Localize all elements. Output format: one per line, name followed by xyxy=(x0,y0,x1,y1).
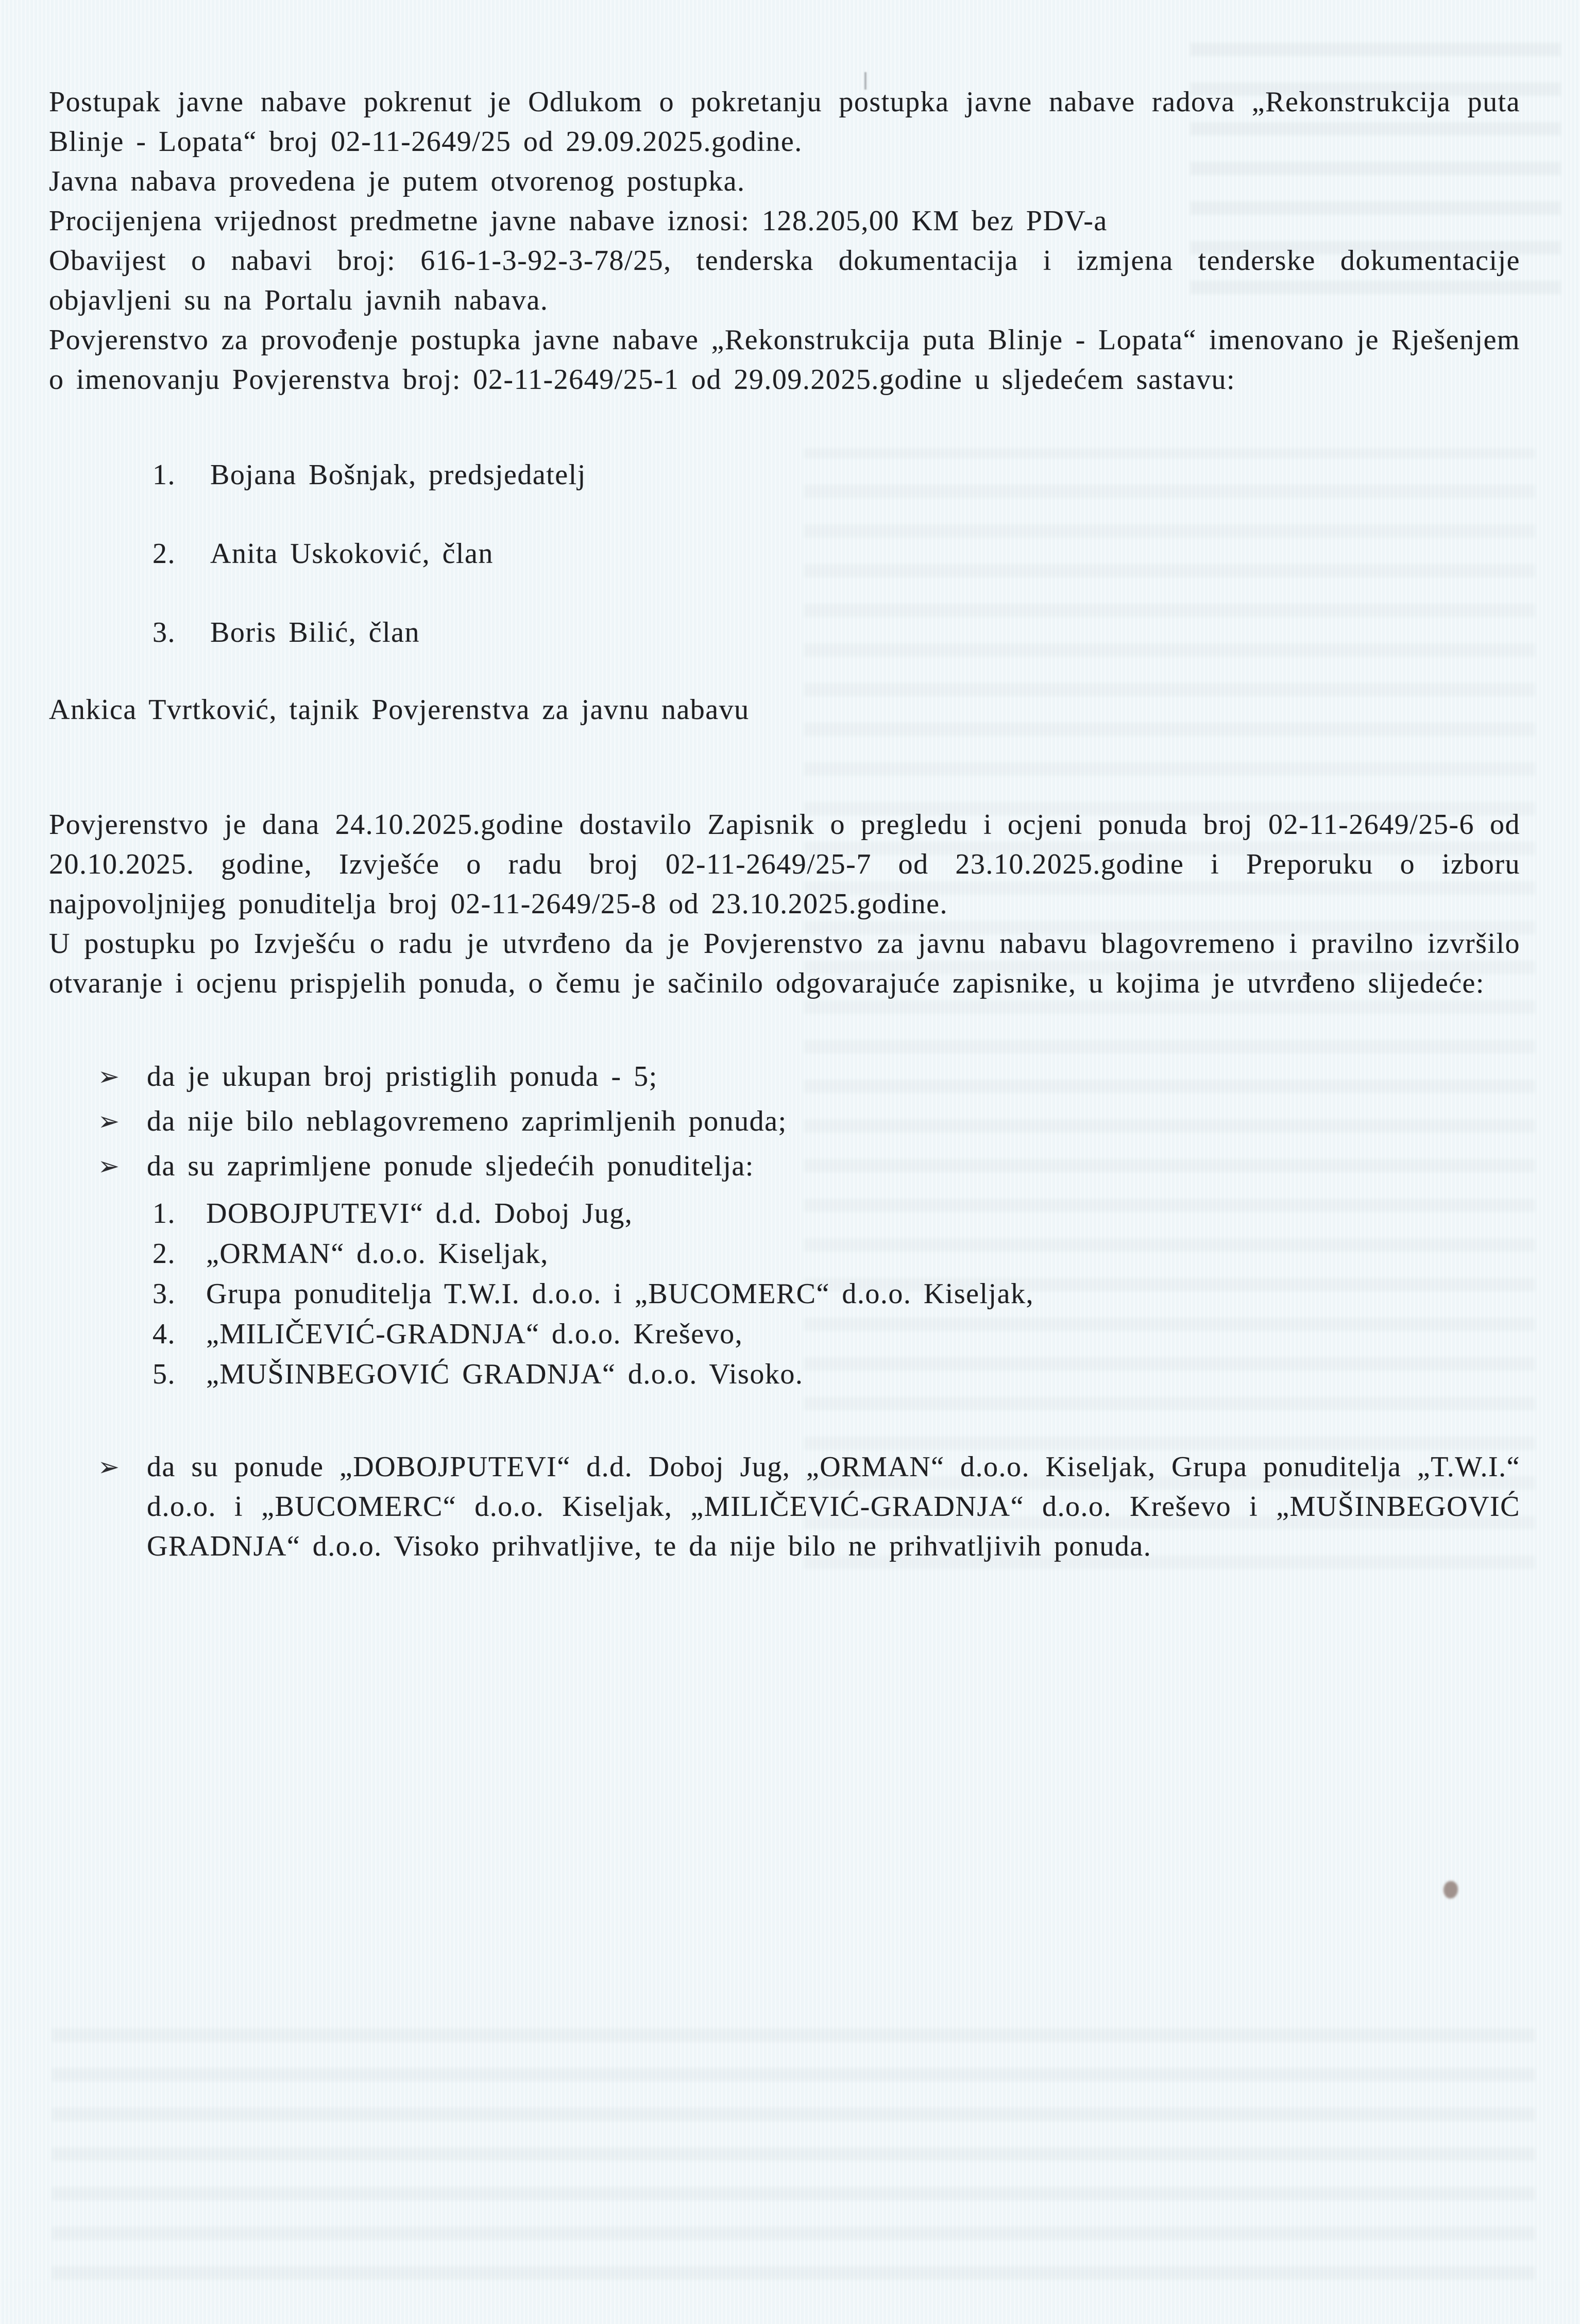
paragraph-procedure-start: Postupak javne nabave pokrenut je Odlukom o pokretanju postupka javne nabave radova „Rekonstrukcija puta Blinje - Lopata“ broj 02-11-2649/25 od 29.09.2025.godine. xyxy=(49,86,1520,158)
paragraph-report-delivery: Povjerenstvo je dana 24.10.2025.godine dostavilo Zapisnik o pregledu i ocjeni ponuda broj 02-11-2649/25-6 od 20.10.2025. godine, Izvješće o radu broj 02-11-2649/25-7 od 23.10.2025.godine i Preporuku o izboru najpovoljnijeg ponuditelja broj 02-11-2649/25-8 od 23.10.2025.godine. xyxy=(49,809,1520,920)
bidder-name: DOBOJPUTEVI“ d.d. Doboj Jug, xyxy=(206,1198,633,1229)
bidder-name: „MUŠINBEGOVIĆ GRADNJA“ d.o.o. Visoko. xyxy=(206,1358,804,1390)
list-number: 2. xyxy=(152,538,176,570)
bidder-name: „ORMAN“ d.o.o. Kiseljak, xyxy=(206,1238,549,1270)
bidders-list xyxy=(152,1194,1520,1394)
list-item xyxy=(98,1147,1520,1186)
list-item xyxy=(152,455,1520,495)
commission-members-list xyxy=(152,455,1520,653)
list-number: 1. xyxy=(152,1198,176,1229)
member-name: Boris Bilić, član xyxy=(210,617,420,648)
member-name: Anita Uskoković, član xyxy=(210,538,494,570)
list-number: 3. xyxy=(152,617,176,648)
findings-list xyxy=(49,1057,1520,1186)
paragraph-report-findings-intro: U postupku po Izvješću o radu je utvrđeno da je Povjerenstvo za javnu nabavu blagovremeno i pravilno izvršilo otvaranje i ocjenu prispjelih ponuda, o čemu je sačinilo odgovarajuće zapisnike, u kojima je utvrđeno slijedeće: xyxy=(49,928,1520,999)
list-item xyxy=(98,1447,1520,1566)
list-item xyxy=(98,1102,1520,1141)
final-finding-list xyxy=(49,1447,1520,1566)
paragraph-open-procedure: Javna nabava provedena je putem otvorenog postupka. xyxy=(49,165,745,197)
finding-text: da su zaprimljene ponude sljedećih ponuditelja: xyxy=(147,1150,754,1182)
list-number: 2. xyxy=(152,1238,176,1270)
list-item xyxy=(98,1057,1520,1097)
list-number: 1. xyxy=(152,459,176,491)
list-number: 5. xyxy=(152,1358,176,1390)
bleed-through-artifact xyxy=(52,2024,1535,2292)
member-name: Bojana Bošnjak, predsjedatelj xyxy=(210,459,586,491)
list-item xyxy=(152,1194,1520,1234)
list-item xyxy=(152,1234,1520,1274)
bidder-name: Grupa ponuditelja T.W.I. d.o.o. i „BUCOMERC“ d.o.o. Kiseljak, xyxy=(206,1278,1034,1310)
paragraph-notice-number: Obavijest o nabavi broj: 616-1-3-92-3-78/25, tenderska dokumentacija i izmjena tenderske dokumentacije objavljeni su na Portalu javnih nabava. xyxy=(49,245,1520,316)
list-item xyxy=(152,1314,1520,1354)
arrow-bullet-icon: ➢ xyxy=(98,1062,121,1091)
secretary-line: Ankica Tvrtković, tajnik Povjerenstva za javnu nabavu xyxy=(49,694,750,726)
list-item xyxy=(152,1355,1520,1394)
document-body xyxy=(49,82,1520,1566)
list-number: 3. xyxy=(152,1278,176,1310)
pen-mark xyxy=(1443,1881,1458,1899)
finding-text: da nije bilo neblagovremeno zaprimljenih ponuda; xyxy=(147,1105,787,1137)
list-item xyxy=(152,1274,1520,1314)
list-item xyxy=(152,613,1520,653)
finding-text: da je ukupan broj pristiglih ponuda - 5; xyxy=(147,1061,658,1092)
arrow-bullet-icon: ➢ xyxy=(98,1452,121,1481)
paragraph-commission-appointment: Povjerenstvo za provođenje postupka javne nabave „Rekonstrukcija puta Blinje - Lopata“ imenovano je Rješenjem o imenovanju Povjerenstva broj: 02-11-2649/25-1 od 29.09.2025.godine u sljedećem sastavu: xyxy=(49,324,1520,396)
arrow-bullet-icon: ➢ xyxy=(98,1107,121,1136)
arrow-bullet-icon: ➢ xyxy=(98,1152,121,1181)
final-finding-text: da su ponude „DOBOJPUTEVI“ d.d. Doboj Jug, „ORMAN“ d.o.o. Kiseljak, Grupa ponuditelja „T.W.I.“ d.o.o. i „BUCOMERC“ d.o.o. Kiseljak, „MILIČEVIĆ-GRADNJA“ d.o.o. Kreševo i „MUŠINBEGOVIĆ GRADNJA“ d.o.o. Visoko prihvatljive, te da nije bilo ne prihvatljivih ponuda. xyxy=(147,1451,1520,1562)
list-number: 4. xyxy=(152,1318,176,1350)
list-item xyxy=(152,534,1520,574)
bidder-name: „MILIČEVIĆ-GRADNJA“ d.o.o. Kreševo, xyxy=(206,1318,743,1350)
paragraph-estimated-value: Procijenjena vrijednost predmetne javne nabave iznosi: 128.205,00 KM bez PDV-a xyxy=(49,205,1108,237)
